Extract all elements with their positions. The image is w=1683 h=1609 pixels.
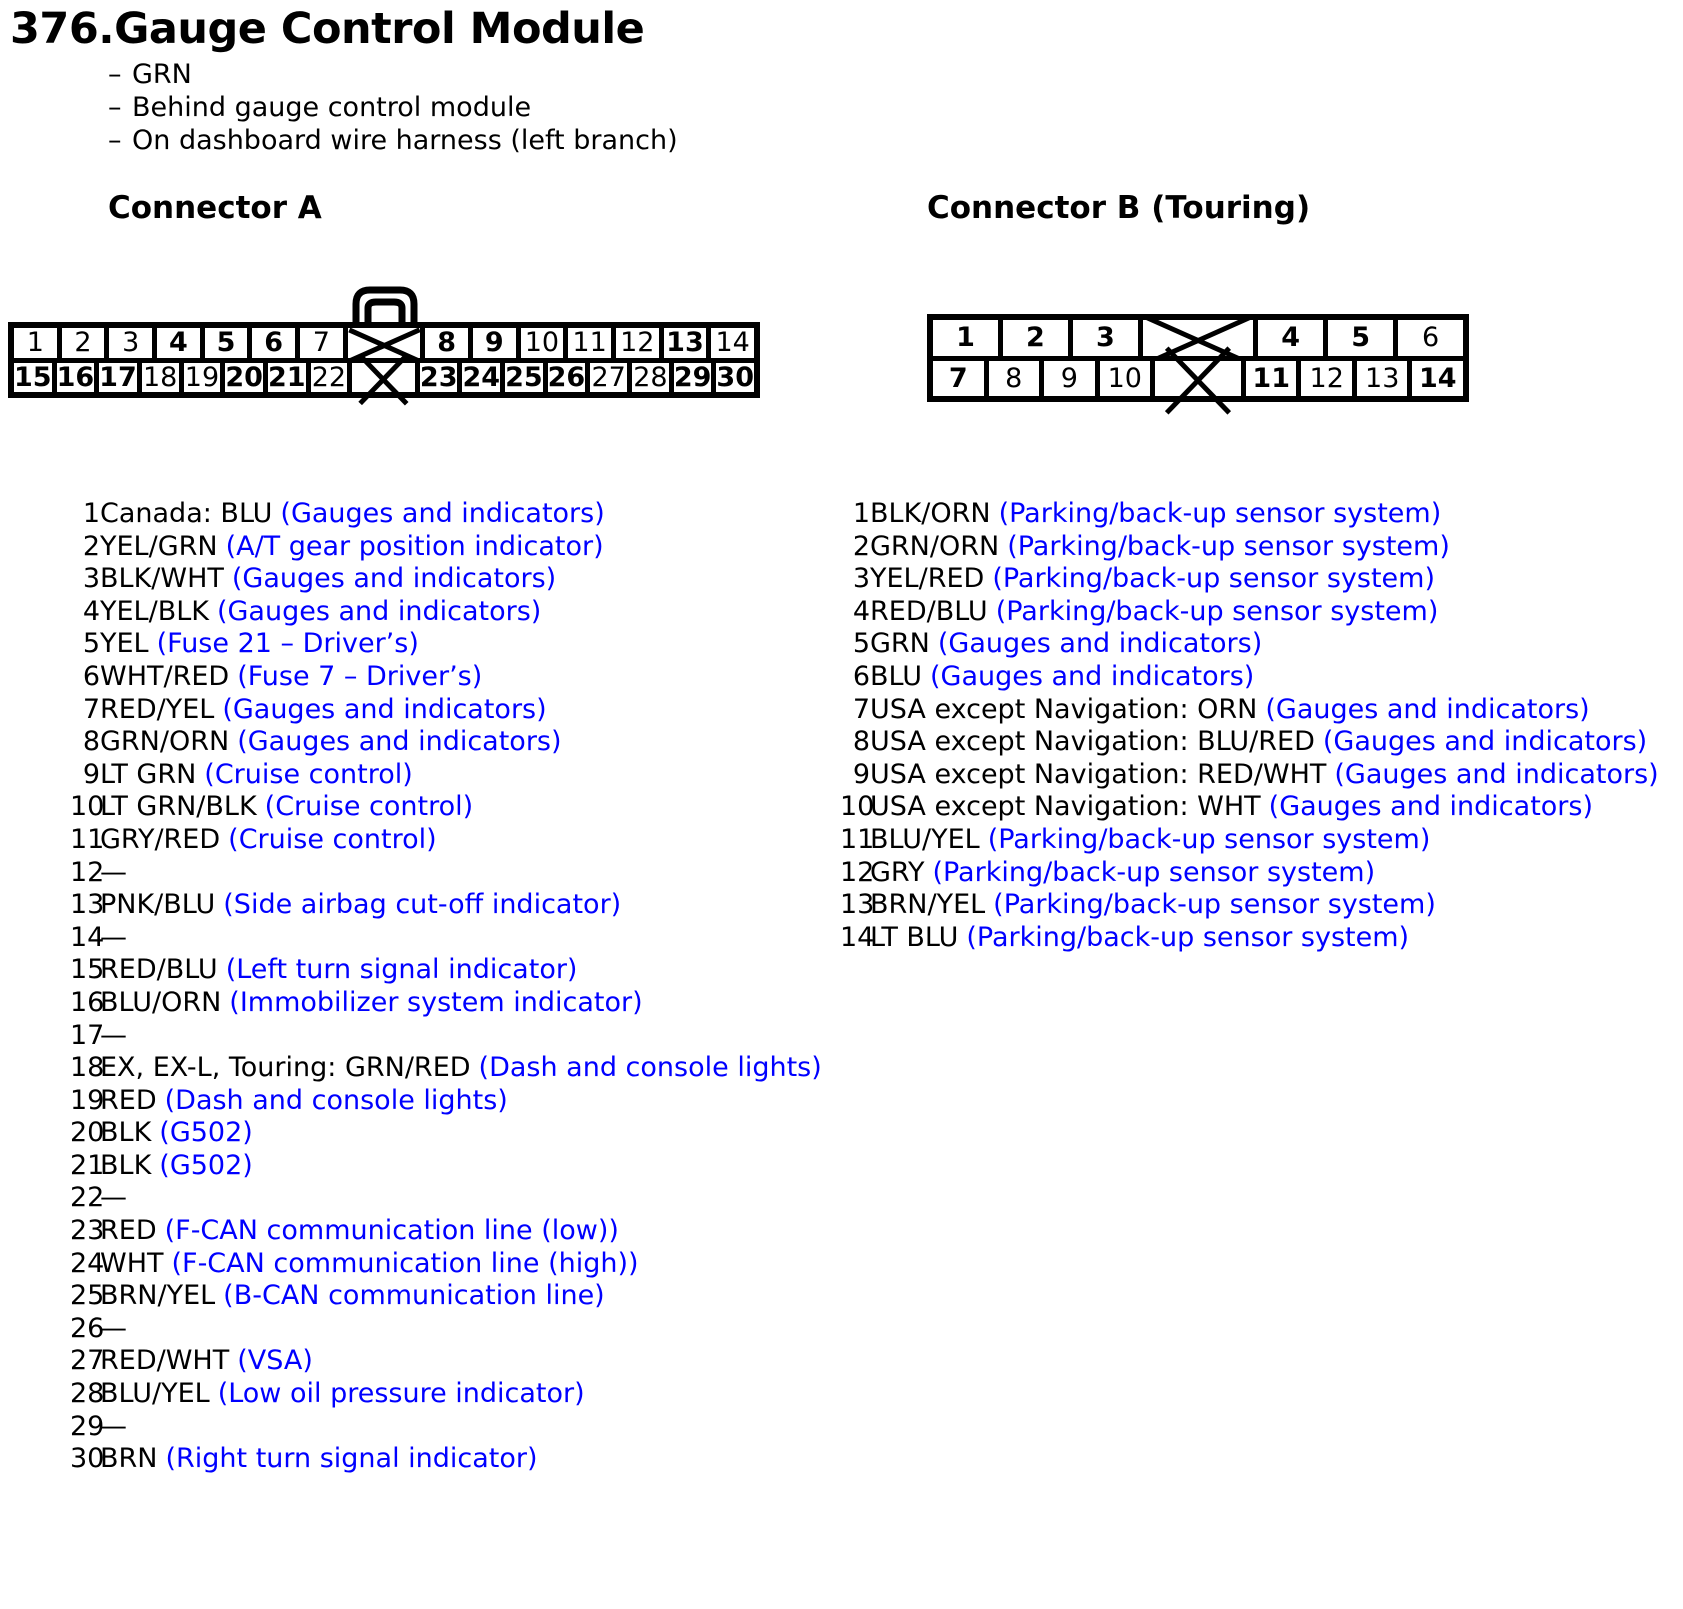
pin-cell: 15	[14, 363, 57, 393]
pin-cell: 21	[268, 363, 311, 393]
pin-circuit-description: (Fuse 21 – Driver’s)	[156, 628, 419, 660]
pin-wire-color: BLK/WHT	[100, 563, 224, 595]
connector-a-bottom-row	[14, 358, 754, 393]
pin-description-row	[70, 1150, 822, 1183]
pin-cell: 5	[1328, 320, 1398, 356]
pin-description-row	[70, 1345, 822, 1378]
pin-number: 26	[70, 1312, 105, 1344]
pin-cell: 16	[57, 363, 100, 393]
pin-circuit-description: (Cruise control)	[264, 791, 474, 823]
pin-cell: 13	[664, 328, 712, 358]
pin-cell: 12	[616, 328, 664, 358]
note-item	[108, 58, 678, 91]
pin-circuit-description: (A/T gear position indicator)	[225, 530, 604, 562]
pin-circuit-description: (Parking/back-up sensor system)	[932, 856, 1376, 888]
pin-description-row	[70, 563, 822, 596]
pin-description-row	[70, 987, 822, 1020]
pin-number: 5	[852, 628, 870, 660]
pin-wire-color: EX, EX-L, Touring: GRN/RED	[100, 1052, 471, 1084]
pin-number: 28	[70, 1378, 105, 1410]
pin-cell: 2	[62, 328, 110, 358]
pin-cell: 20	[225, 363, 268, 393]
pin-number: 20	[70, 1117, 105, 1149]
pin-wire-color: —	[100, 1182, 127, 1214]
pin-wire-color: BLU	[870, 660, 922, 692]
pin-number: 13	[70, 889, 105, 921]
pin-circuit-description: (Parking/back-up sensor system)	[993, 889, 1436, 921]
pin-cell: 2	[1003, 320, 1073, 356]
connector-a-top-row	[14, 328, 754, 358]
pin-description-row	[840, 857, 1659, 890]
pin-circuit-description: (Gauges and indicators)	[1268, 791, 1593, 823]
pin-wire-color: LT BLU	[870, 921, 959, 953]
pin-circuit-description: (Left turn signal indicator)	[225, 954, 578, 986]
pin-description-row	[70, 726, 822, 759]
pin-circuit-description: (Dash and console lights)	[164, 1084, 508, 1116]
connector-a-pin-list	[70, 498, 822, 1476]
pin-cell: 8	[989, 361, 1045, 397]
pin-cell: 12	[1301, 361, 1357, 397]
pin-description-row	[70, 1085, 822, 1118]
pin-number: 29	[70, 1410, 105, 1442]
pin-description-row	[840, 726, 1659, 759]
pin-wire-color: Canada: BLU	[100, 498, 273, 529]
pin-number: 1	[82, 498, 100, 529]
pin-cell: 1	[14, 328, 62, 358]
pin-description-row	[840, 824, 1659, 857]
pin-cell: 11	[568, 328, 616, 358]
pin-circuit-description: (Gauges and indicators)	[280, 498, 605, 529]
pin-number: 30	[70, 1443, 105, 1475]
pin-cell: 25	[505, 363, 548, 393]
pin-description-row	[70, 922, 822, 955]
pin-cell: 8	[425, 328, 473, 358]
pin-cell: 9	[473, 328, 521, 358]
pin-circuit-description: (F-CAN communication line (high))	[171, 1247, 639, 1279]
pin-cell: 27	[590, 363, 632, 393]
pin-wire-color: GRN	[870, 628, 930, 660]
note-item	[108, 124, 678, 157]
pin-wire-color: RED/BLU	[870, 595, 988, 627]
blocked-cavity	[352, 363, 420, 393]
pin-number: 9	[852, 758, 870, 790]
pin-number: 5	[82, 628, 100, 660]
connector-a-heading: Connector A	[108, 190, 322, 226]
pin-cell: 30	[716, 361, 754, 393]
pin-description-row	[70, 824, 822, 857]
page-title: 376.Gauge Control Module	[10, 4, 645, 54]
connector-b-top-row	[933, 320, 1463, 356]
pin-circuit-description: (Gauges and indicators)	[1322, 726, 1648, 758]
pin-wire-color: RED/BLU	[100, 954, 218, 986]
connector-a-diagram	[8, 322, 760, 398]
pin-description-row	[70, 1215, 822, 1248]
connector-b-bottom-row	[933, 356, 1463, 397]
pin-number: 1	[852, 498, 870, 529]
pin-description-row	[70, 857, 822, 890]
pin-circuit-description: (Gauges and indicators)	[1265, 693, 1590, 725]
pin-number: 3	[852, 563, 870, 595]
pin-circuit-description: (VSA)	[237, 1345, 313, 1377]
pin-wire-color: BRN/YEL	[100, 1280, 216, 1312]
pin-circuit-description: (F-CAN communication line (low))	[164, 1215, 619, 1247]
pin-wire-color: GRN/ORN	[100, 726, 230, 758]
blocked-cavity	[348, 328, 426, 358]
pin-number: 12	[840, 856, 875, 888]
pin-description-row	[70, 1313, 822, 1346]
pin-wire-color: USA except Navigation: WHT	[870, 791, 1261, 823]
pin-cell: 11	[1246, 361, 1302, 397]
pin-number: 19	[70, 1084, 105, 1116]
pin-description-row	[70, 1378, 822, 1411]
pin-cell: 13	[1357, 361, 1413, 397]
pin-cell: 7	[933, 361, 989, 397]
pin-number: 4	[852, 595, 870, 627]
pin-description-row	[840, 661, 1659, 694]
pin-wire-color: PNK/BLU	[100, 889, 216, 921]
pin-description-row	[840, 596, 1659, 629]
pin-description-row	[840, 922, 1659, 955]
pin-circuit-description: (Parking/back-up sensor system)	[992, 563, 1435, 595]
pin-wire-color: RED	[100, 1084, 157, 1116]
pin-description-row	[70, 498, 822, 531]
pin-circuit-description: (Gauges and indicators)	[937, 628, 1263, 660]
pin-wire-color: —	[100, 1019, 127, 1051]
pin-wire-color: —	[100, 856, 127, 888]
pin-number: 12	[70, 856, 105, 888]
pin-cell: 23	[420, 363, 463, 393]
pin-number: 10	[70, 791, 105, 823]
pin-number: 17	[70, 1019, 105, 1051]
pin-description-row	[840, 498, 1659, 531]
pin-wire-color: GRY	[870, 856, 925, 888]
pin-circuit-description: (Right turn signal indicator)	[165, 1443, 538, 1475]
pin-description-row	[70, 661, 822, 694]
pin-number: 25	[70, 1280, 105, 1312]
pin-circuit-description: (B-CAN communication line)	[223, 1280, 605, 1312]
pin-circuit-description: (Parking/back-up sensor system)	[995, 595, 1439, 627]
pin-description-row	[70, 889, 822, 922]
pin-cell: 22	[311, 363, 353, 393]
pin-wire-color: BRN/YEL	[870, 889, 986, 921]
pin-wire-color: WHT	[100, 1247, 164, 1279]
pin-wire-color: BLU/ORN	[100, 986, 222, 1018]
pin-wire-color: RED/WHT	[100, 1345, 230, 1377]
pin-wire-color: GRN/ORN	[870, 530, 1000, 562]
pin-number: 6	[82, 660, 100, 692]
pin-wire-color: LT GRN	[100, 758, 197, 790]
pin-circuit-description: (Fuse 7 – Driver’s)	[237, 660, 483, 692]
pin-description-row	[70, 1248, 822, 1281]
pin-cell: 3	[109, 328, 157, 358]
pin-wire-color: USA except Navigation: ORN	[870, 693, 1258, 725]
pin-description-row	[70, 1280, 822, 1313]
pin-number: 14	[70, 921, 105, 953]
pin-wire-color: USA except Navigation: RED/WHT	[870, 758, 1327, 790]
pin-number: 8	[82, 726, 100, 758]
note-text: Behind gauge control module	[132, 92, 532, 123]
dash-bullet-icon: –	[108, 59, 122, 90]
pin-cell: 26	[548, 363, 591, 393]
connector-b-pin-list	[840, 498, 1659, 954]
pin-circuit-description: (Gauges and indicators)	[216, 595, 542, 627]
pin-circuit-description: (G502)	[159, 1149, 253, 1181]
pin-circuit-description: (Parking/back-up sensor system)	[1007, 530, 1450, 562]
pin-description-row	[70, 1443, 822, 1476]
pin-circuit-description: (Low oil pressure indicator)	[217, 1378, 585, 1410]
dash-bullet-icon: –	[108, 92, 122, 123]
pin-cell: 6	[1398, 320, 1463, 356]
pin-description-row	[70, 1020, 822, 1053]
pin-description-row	[70, 759, 822, 792]
pin-cell: 19	[184, 363, 226, 393]
note-text: GRN	[132, 59, 192, 90]
pin-number: 9	[82, 758, 100, 790]
pin-wire-color: YEL/GRN	[100, 530, 218, 562]
pin-cell: 4	[1258, 320, 1328, 356]
pin-wire-color: BRN	[100, 1443, 158, 1475]
pin-cell: 7	[300, 328, 348, 358]
pin-description-row	[70, 531, 822, 564]
pin-cell: 9	[1044, 361, 1100, 397]
pin-wire-color: BLU/YEL	[870, 823, 980, 855]
pin-number: 6	[852, 660, 870, 692]
dash-bullet-icon: –	[108, 125, 122, 156]
pin-description-row	[70, 1182, 822, 1215]
pin-circuit-description: (Parking/back-up sensor system)	[998, 498, 1442, 529]
pin-cell: 24	[462, 363, 505, 393]
pin-number: 27	[70, 1345, 105, 1377]
pin-wire-color: WHT/RED	[100, 660, 230, 692]
pin-wire-color: —	[100, 1312, 127, 1344]
pin-circuit-description: (Side airbag cut-off indicator)	[223, 889, 622, 921]
pin-wire-color: RED	[100, 1215, 157, 1247]
pin-wire-color: BLK/ORN	[870, 498, 991, 529]
pin-circuit-description: (Gauges and indicators)	[222, 693, 547, 725]
note-item	[108, 91, 678, 124]
pin-number: 4	[82, 595, 100, 627]
pin-cell: 5	[205, 328, 253, 358]
pin-cell: 10	[1100, 361, 1156, 397]
pin-circuit-description: (Parking/back-up sensor system)	[987, 823, 1431, 855]
pin-number: 8	[852, 726, 870, 758]
blocked-cavity	[1155, 361, 1246, 397]
pin-wire-color: YEL	[100, 628, 149, 660]
pin-number: 7	[852, 693, 870, 725]
pin-wire-color: BLK	[100, 1117, 152, 1149]
pin-number: 18	[70, 1052, 105, 1084]
pin-description-row	[70, 694, 822, 727]
pin-circuit-description: (Gauges and indicators)	[231, 563, 557, 595]
pin-number: 11	[70, 823, 105, 855]
pin-circuit-description: (G502)	[159, 1117, 253, 1149]
pin-description-row	[840, 628, 1659, 661]
blocked-cavity	[1143, 320, 1258, 356]
pin-cell: 14	[1412, 361, 1463, 397]
pin-cell: 4	[157, 328, 205, 358]
pin-number: 24	[70, 1247, 105, 1279]
pin-number: 3	[82, 563, 100, 595]
pin-description-row	[840, 889, 1659, 922]
pin-cell: 1	[933, 320, 1003, 356]
pin-number: 10	[840, 791, 875, 823]
pin-cell: 28	[632, 363, 674, 393]
pin-number: 14	[840, 921, 875, 953]
pin-circuit-description: (Gauges and indicators)	[237, 726, 562, 758]
pin-number: 11	[840, 823, 875, 855]
pin-number: 23	[70, 1215, 105, 1247]
pin-wire-color: RED/YEL	[100, 693, 215, 725]
connector-b-diagram	[927, 314, 1469, 402]
pin-description-row	[70, 1052, 822, 1085]
pin-description-row	[70, 1117, 822, 1150]
pin-wire-color: GRY/RED	[100, 823, 221, 855]
pin-circuit-description: (Gauges and indicators)	[1334, 758, 1659, 790]
pin-description-row	[840, 563, 1659, 596]
pin-wire-color: BLK	[100, 1149, 152, 1181]
pin-circuit-description: (Cruise control)	[204, 758, 413, 790]
pin-wire-color: YEL/BLK	[100, 595, 209, 627]
pin-wire-color: BLU/YEL	[100, 1378, 210, 1410]
pin-description-row	[70, 791, 822, 824]
pin-cell: 3	[1073, 320, 1143, 356]
connector-b-heading: Connector B (Touring)	[927, 190, 1311, 226]
note-text: On dashboard wire harness (left branch)	[132, 125, 678, 156]
pin-cell: 17	[99, 363, 142, 393]
pin-circuit-description: (Gauges and indicators)	[929, 660, 1255, 692]
pin-description-row	[840, 759, 1659, 792]
pin-number: 21	[70, 1149, 105, 1181]
pin-wire-color: USA except Navigation: BLU/RED	[870, 726, 1315, 758]
pin-number: 16	[70, 986, 105, 1018]
pin-circuit-description: (Dash and console lights)	[478, 1052, 822, 1084]
pin-description-row	[840, 531, 1659, 564]
pin-circuit-description: (Cruise control)	[228, 823, 437, 855]
pin-description-row	[840, 694, 1659, 727]
pin-cell: 14	[711, 328, 754, 358]
pin-number: 2	[852, 530, 870, 562]
pin-cell: 6	[252, 328, 300, 358]
pin-description-row	[70, 628, 822, 661]
pin-wire-color: —	[100, 1410, 127, 1442]
pin-wire-color: —	[100, 921, 127, 953]
pin-circuit-description: (Parking/back-up sensor system)	[966, 921, 1410, 953]
pin-cell: 10	[521, 328, 569, 358]
pin-number: 15	[70, 954, 105, 986]
pin-wire-color: YEL/RED	[870, 563, 985, 595]
pin-number: 7	[82, 693, 100, 725]
note-list	[108, 58, 678, 157]
pin-number: 2	[82, 530, 100, 562]
pin-number: 22	[70, 1182, 105, 1214]
pin-number: 13	[840, 889, 875, 921]
pin-description-row	[70, 1411, 822, 1444]
pin-wire-color: LT GRN/BLK	[100, 791, 257, 823]
pin-description-row	[840, 791, 1659, 824]
pin-cell: 29	[674, 363, 717, 393]
pin-circuit-description: (Immobilizer system indicator)	[229, 986, 643, 1018]
pin-description-row	[70, 596, 822, 629]
pin-cell: 18	[142, 363, 184, 393]
pin-description-row	[70, 954, 822, 987]
